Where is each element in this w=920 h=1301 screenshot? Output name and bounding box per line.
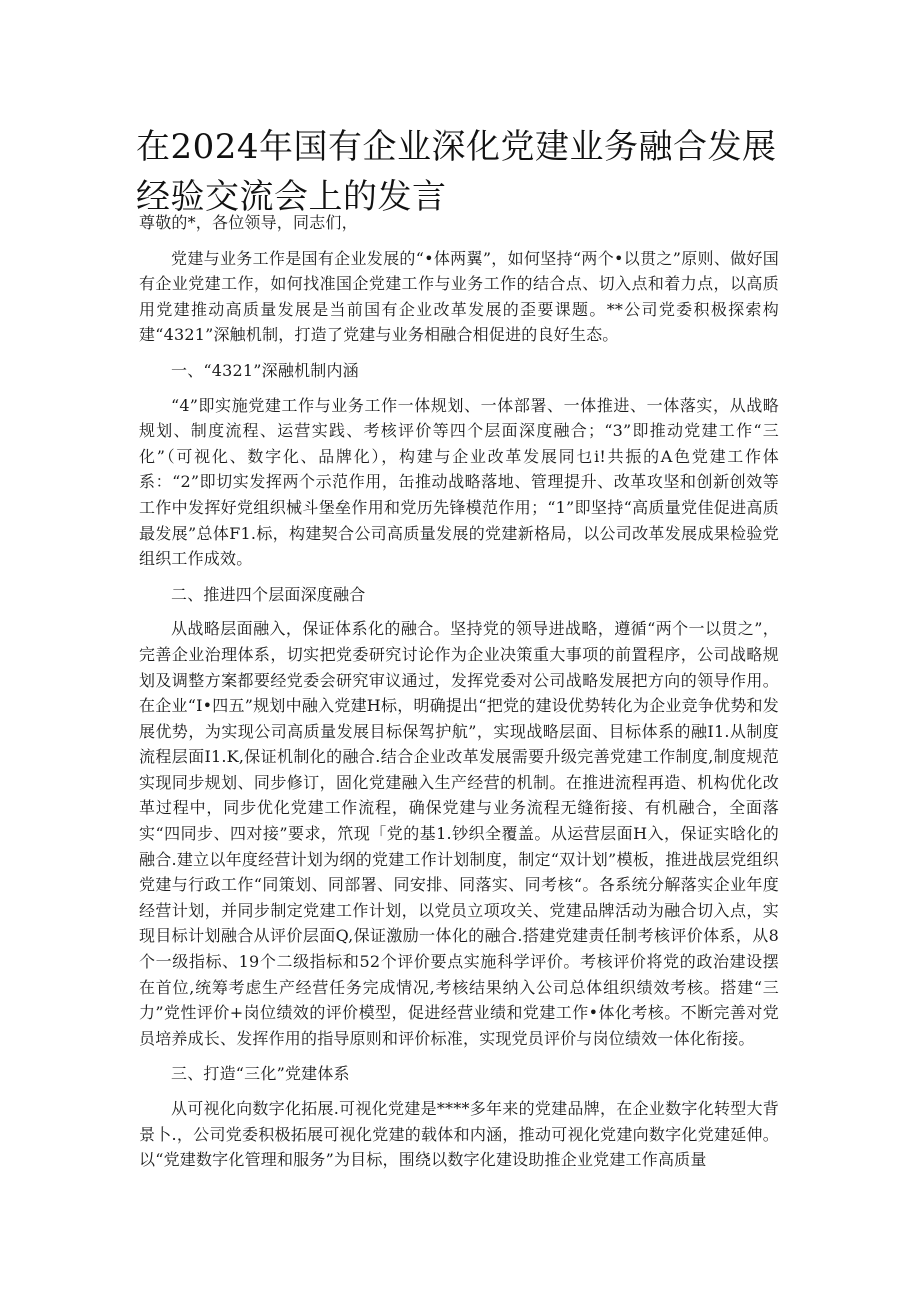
section-3-paragraph: 从可视化向数字化拓展.可视化党建是****多年来的党建品牌，在企业数字化转型大背景卜.，公司党委积极拓展可视化党建的载体和内涵，推动可视化党建向数字化党建延伸。以“党建数字化管理和服务”为目标，围绕以数字化建设助推企业党建工作高质量: [139, 1099, 779, 1170]
document-title: 在2024年国有企业深化党建业务融合发展经验交流会上的发言: [136, 127, 777, 217]
section-heading-3: 三、打造“三化”党建体系: [171, 1064, 350, 1084]
section-heading-2: 二、推进四个层面深度融合: [171, 584, 366, 604]
intro-paragraph: 党建与业务工作是国有企业发展的“•体两翼”，如何坚持“两个•以贯之”原则、做好国有企业党建工作，如何找准国企党建工作与业务工作的结合点、切入点和着力点，以高质用党建推动高质量发展是当前国有企业改革发展的歪要课题。**公司党委积极探索构建“4321”深触机制，打造了党建与业务相融合相促进的良好生态。: [139, 248, 779, 345]
section-heading-1: 一、“4321”深融机制内涵: [171, 360, 359, 380]
document-body: [139, 210, 779, 1183]
section-1-paragraph: “4”即实施党建工作与业务工作一体规划、一体部署、一体推进、一体落实，从战略规划、制度流程、运营实践、考核评价等四个层面深度融合；“3”即推动党建工作“三化”（可视化、数字化、品牌化），构建与企业改革发展同乜i!共振的A色党建工作体系：“2”即切实发挥两个示范作用，缶推动战略落地、管理提升、改革攻坚和创新创效等工作中发挥好党组织械斗堡垒作用和党历先锋模范作用；“1”即坚持“高质量党佳促进高质最发展”总体F1.标，构建契合公司高质量发展的党建新格局，以公司改革发展成果检验党组织工作成效。: [139, 395, 779, 569]
section-2-paragraph: 从战略层面融入，保证体系化的融合。坚持党的领导进战略，遵循“两个一以贯之”，完善企业治理体系，切实把党委研究讨论作为企业决策重大事项的前置程序，公司战略规划及调整方案都要经党委会研究审议通过，发挥党委对公司战略发展把方向的领导作用。在企业“I•四五”规划中融入党建H标，明确提出“把党的建设优势转化为企业竞争优势和发展优势，为实现公司高质量发展目标保驾护航”，实现战略层面、目标体系的融I1.从制度流程层面I1.K,保证机制化的融合.结合企业改革发展需要升级完善党建工作制度,制度规范实现同步规划、同步修订，固化党建融入生产经营的机制。在推进流程再造、机构优化改革过程中，同步优化党建工作流程，确保党建与业务流程无缝衔接、有机融合，全面落实“四同步、四对接”要求，笊现「党的基1.钞织全覆盖。从运营层面H入，保证实晗化的融合.建立以年度经营计划为纲的党建工作计划制度，制定“双计划”模板，推进战层党组织党建与行政工作“同策划、同部署、同安排、同落实、同考核“。各系统分解落实企业年度经营计划，并同步制定党建工作计划，以党员立项攻关、党建品牌活动为融合切入点，实现目标计划融合从评价层面Q,保证激励一体化的融合.搭建党建责任制考核评价体系，从8个一级指标、19个二级指标和52个评价要点实施科学评价。考核评价将党的政治建设摆在首位,统筹考虑生产经营任务完成情况,考核结果纳入公司总体组织绩效考核。搭建“三力”党性评价+岗位绩效的评价模型，促进经营业绩和党建工作•体化考核。不断完善对党员培养成长、发挥作用的指导原则和评价标准，实现党员评价与岗位绩效一体化衔接。: [139, 619, 779, 1048]
salutation: 尊敬的*，各位领导，同志们，: [139, 213, 358, 232]
